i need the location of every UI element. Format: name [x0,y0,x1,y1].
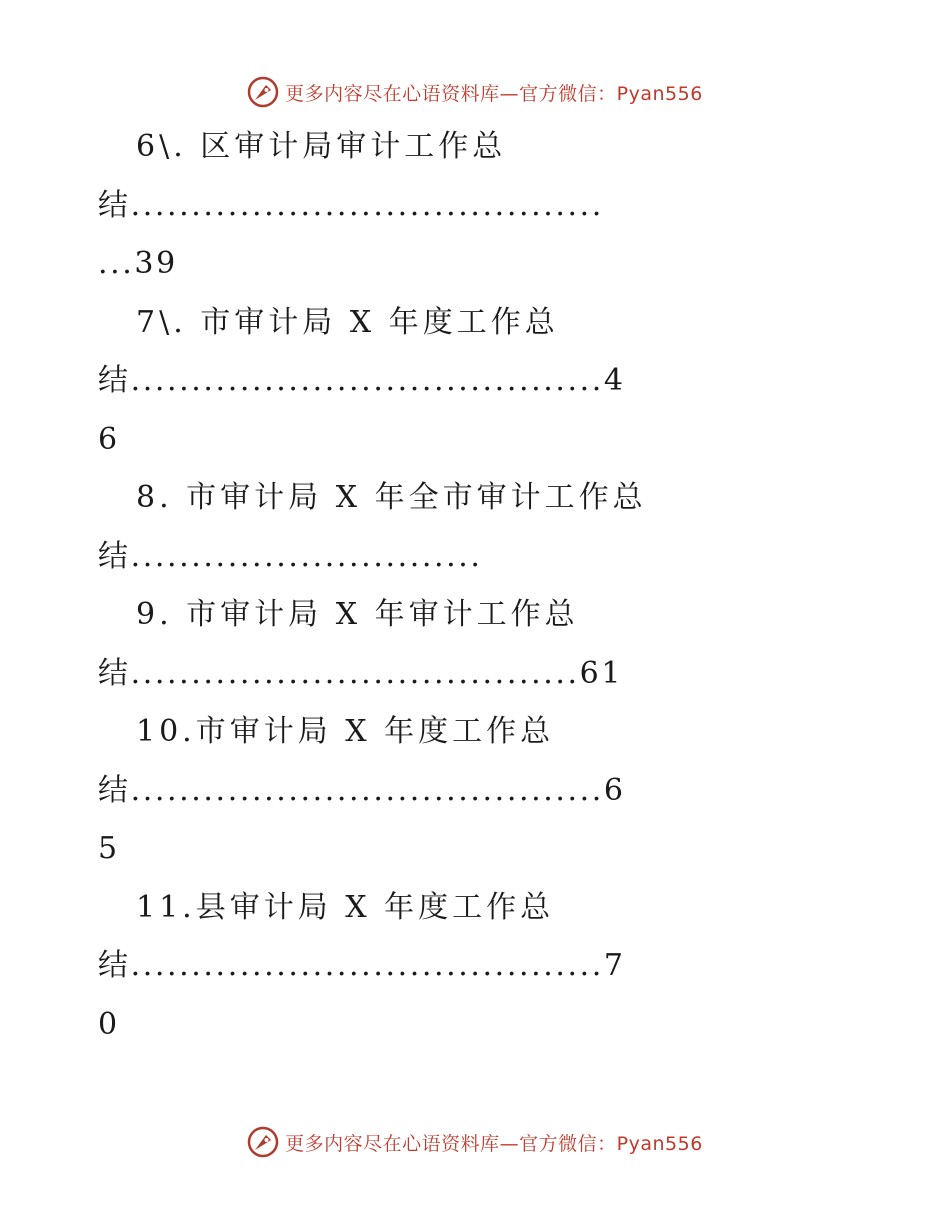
toc-entry-leader: 结............................. [98,538,483,574]
toc-entry-leader: 结.......................................6 [98,772,626,808]
pen-nib-logo-icon [247,76,279,108]
watermark-text: 更多内容尽在心语资料库—官方微信：Pyan556 [285,1132,703,1155]
toc-entry-title[interactable]: 8. 市审计局 X 年全市审计工作总 [136,480,647,515]
toc-entry-page: 5 [98,831,120,866]
watermark-footer [0,1122,950,1162]
pen-nib-logo-icon [247,1126,279,1158]
toc-entry-title[interactable]: 11.县审计局 X 年度工作总 [136,889,555,925]
toc-entry-leader: 结.......................................4 [98,363,626,398]
watermark-header [0,72,950,112]
toc-entry-title[interactable]: 9. 市审计局 X 年审计工作总 [136,597,579,632]
watermark-text: 更多内容尽在心语资料库—官方微信：Pyan556 [285,82,703,105]
toc-entry-page: ...39 [98,246,178,281]
toc-entry-page: 0 [98,1006,120,1042]
toc-entry-title[interactable]: 6\. 区审计局审计工作总 [136,129,507,164]
table-of-contents [98,118,858,1054]
toc-entry-leader: 结.......................................7 [98,948,626,983]
toc-entry-title[interactable]: 7\. 市审计局 X 年度工作总 [136,304,559,340]
toc-entry-leader: 结....................................... [98,187,604,223]
toc-entry-title[interactable]: 10.市审计局 X 年度工作总 [136,714,555,749]
toc-entry-page: 6 [98,421,120,457]
toc-entry-leader: 结.....................................61 [98,655,624,691]
